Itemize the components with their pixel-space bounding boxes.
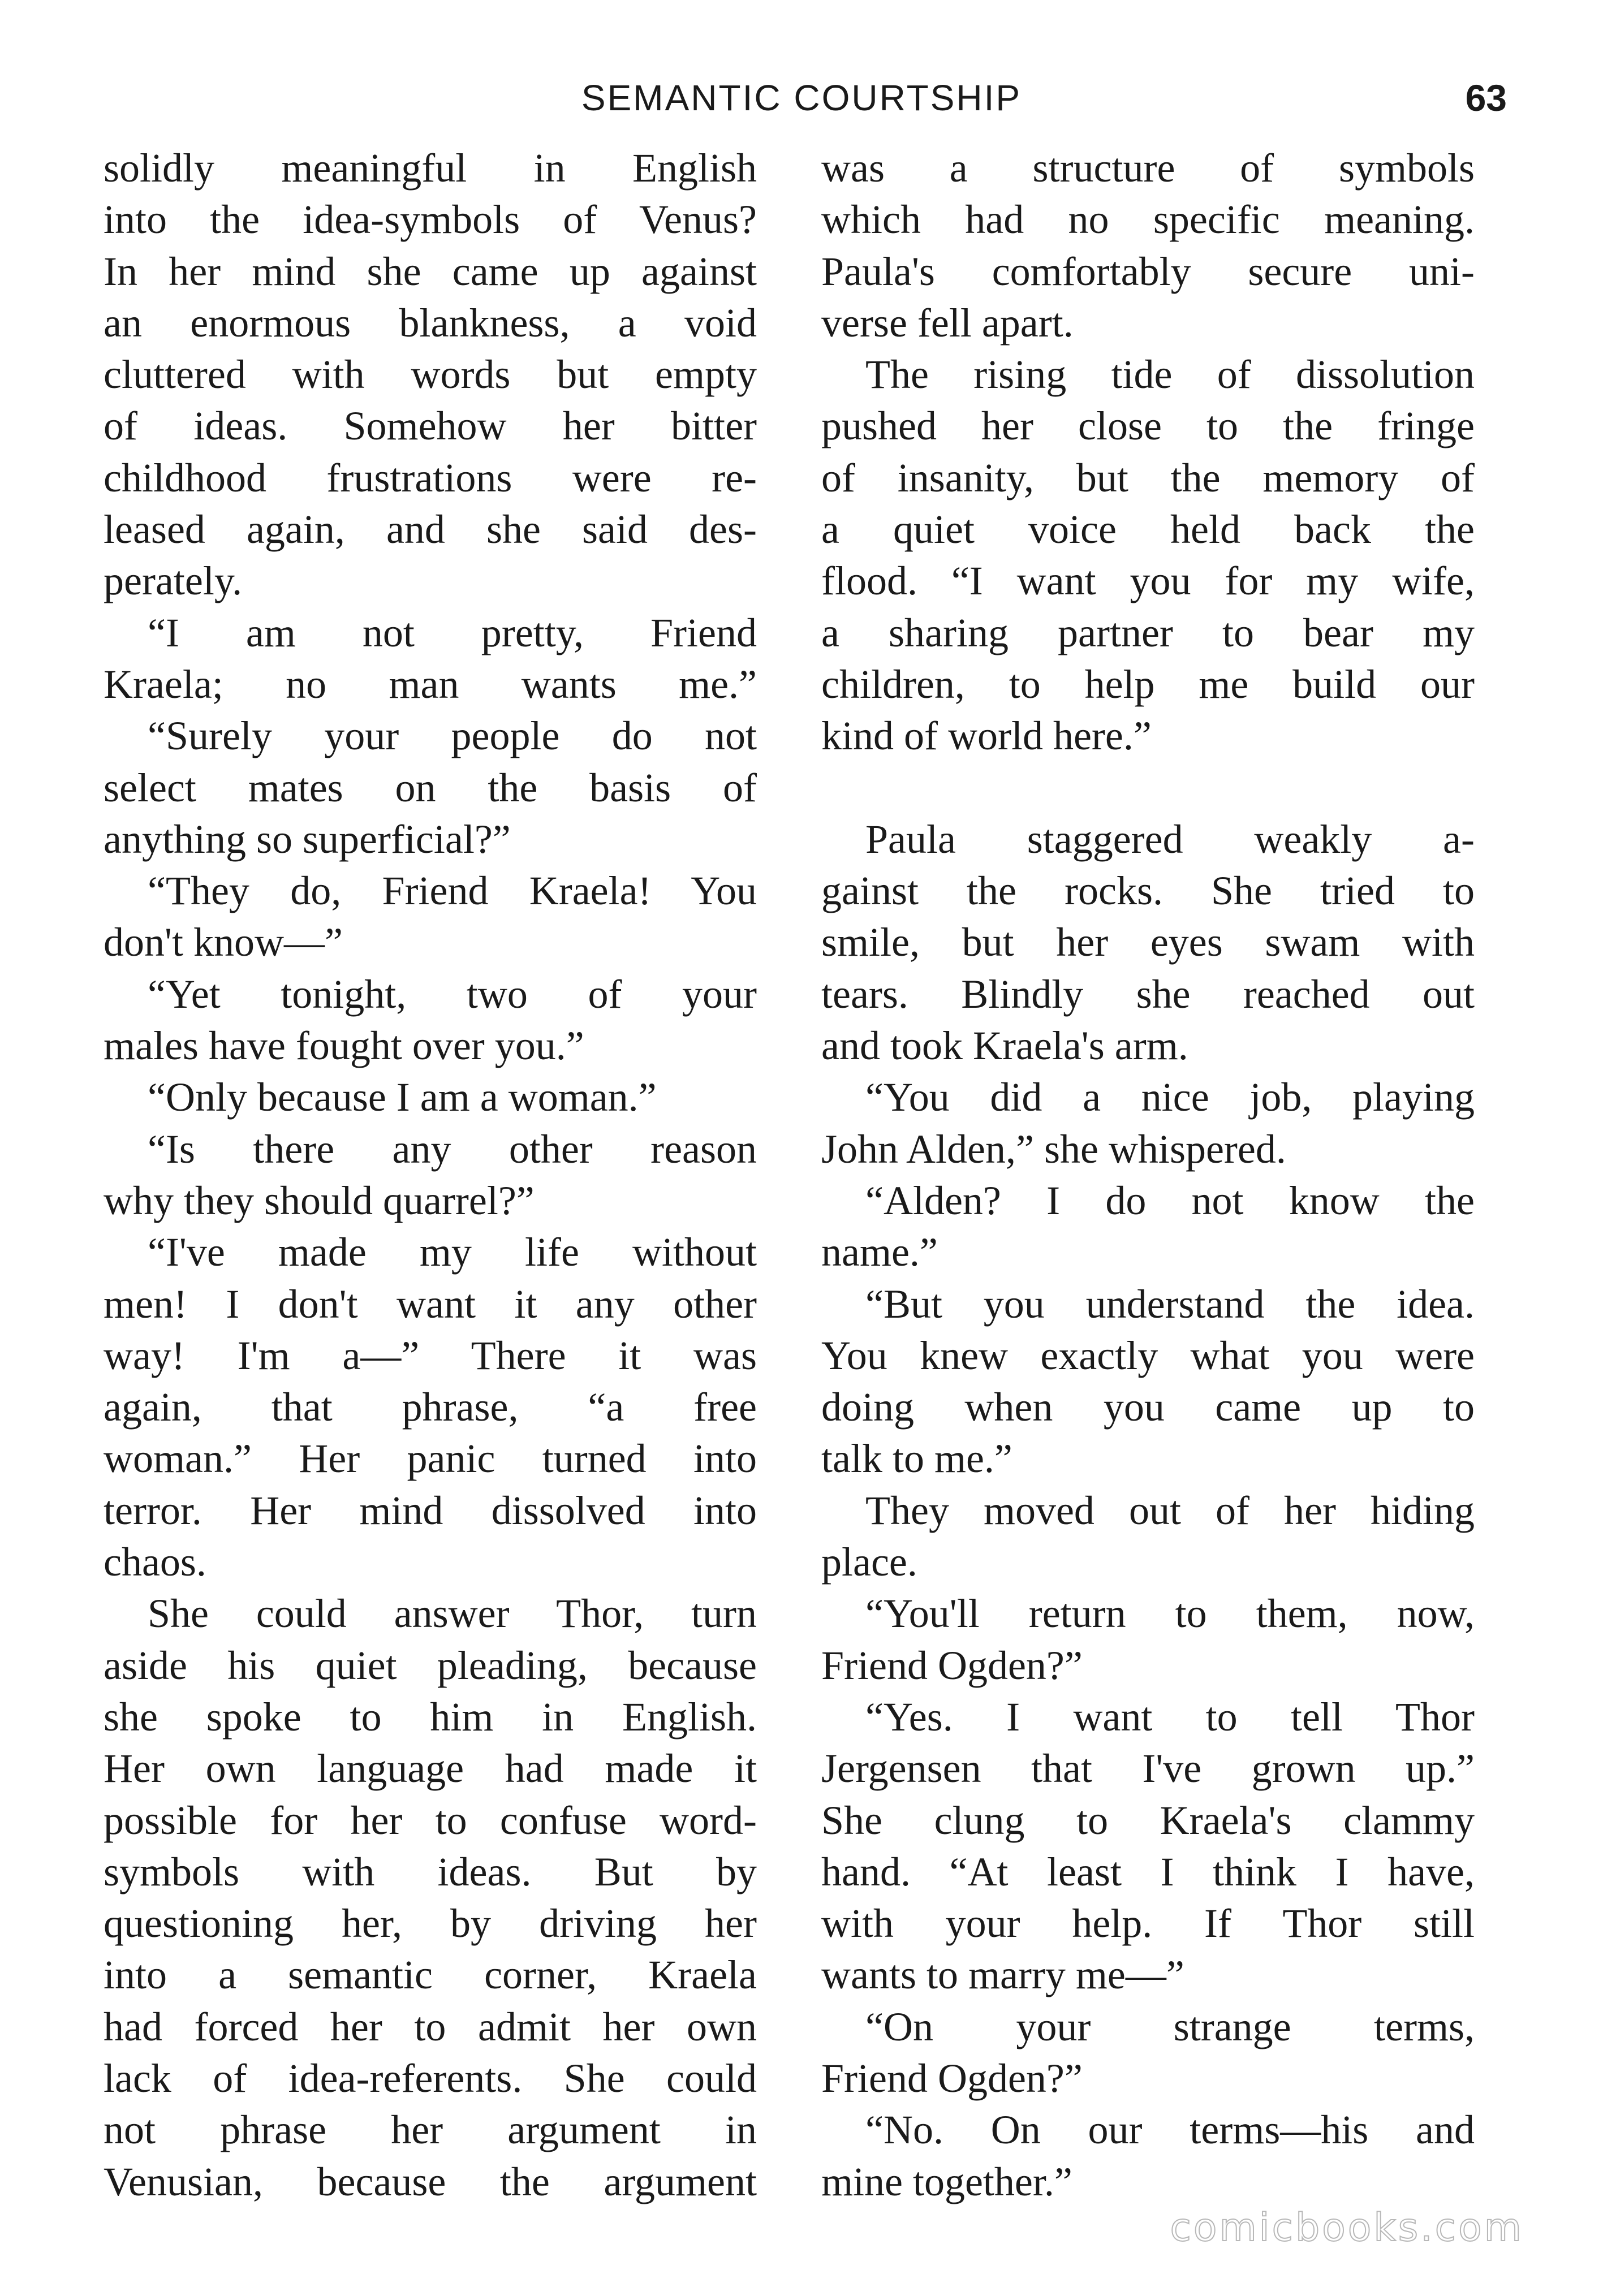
text-line: into the idea-symbols of Venus? [104,197,757,243]
text-line: doing when you came up to [821,1384,1475,1430]
text-line: She could answer Thor, turn [148,1591,757,1637]
text-line: mine together.” [821,2159,1072,2204]
text-line: “But you understand the idea. [865,1281,1475,1327]
page-number: 63 [1465,77,1507,119]
text-line: she spoke to him in English. [104,1694,757,1740]
text-line: cluttered with words but empty [104,352,757,398]
text-line: talk to me.” [821,1436,1012,1482]
text-line: Paula staggered weakly a- [865,816,1475,862]
page-header [0,72,1603,123]
text-line: lack of idea-referents. She could [104,2055,757,2101]
left-text-column [104,143,757,2208]
text-line: Jergensen that I've grown up.” [821,1746,1475,1792]
text-line: males have fought over you.” [104,1023,584,1069]
text-line: questioning her, by driving her [104,1901,757,1947]
text-line: They moved out of her hiding [865,1487,1475,1533]
text-line: not phrase her argument in [104,2107,757,2153]
text-line: You knew exactly what you were [821,1332,1475,1378]
text-line: “You did a nice job, playing [865,1074,1475,1120]
text-line: Friend Ogden?” [821,2055,1083,2101]
text-line: was a structure of symbols [821,145,1475,191]
text-line: smile, but her eyes swam with [821,920,1475,965]
text-line: “Yes. I want to tell Thor [865,1694,1475,1740]
text-line: kind of world here.” [821,713,1152,759]
right-text-column [821,143,1475,2208]
text-line: and took Kraela's arm. [821,1023,1188,1069]
text-line: “They do, Friend Kraela! You [148,868,757,914]
text-line: “No. On our terms—his and [865,2107,1475,2153]
text-line: tears. Blindly she reached out [821,971,1475,1017]
text-line: with your help. If Thor still [821,1901,1475,1947]
text-line: childhood frustrations were re- [104,455,757,500]
text-line: aside his quiet pleading, because [104,1642,757,1688]
watermark: comicbooks.com [1170,2206,1524,2250]
text-line: woman.” Her panic turned into [104,1436,757,1482]
text-line: Venusian, because the argument [104,2159,757,2204]
text-line: “On your strange terms, [865,2004,1475,2049]
text-line: why they should quarrel?” [104,1177,535,1223]
text-line: men! I don't want it any other [104,1281,757,1327]
text-line: “Yet tonight, two of your [148,971,757,1017]
text-line: “I've made my life without [148,1229,757,1275]
text-line: into a semantic corner, Kraela [104,1952,757,1998]
section-break [821,762,1475,814]
text-line: way! I'm a—” There it was [104,1332,757,1378]
text-line: “Is there any other reason [148,1126,757,1172]
text-line: children, to help me build our [821,661,1475,707]
text-line: hand. “At least I think I have, [821,1849,1475,1894]
text-line: John Alden,” she whispered. [821,1126,1286,1172]
text-line: had forced her to admit her own [104,2004,757,2049]
text-line: anything so superficial?” [104,816,511,862]
text-line: flood. “I want you for my wife, [821,558,1475,604]
text-line: Her own language had made it [104,1746,757,1792]
text-line: perately. [104,558,243,604]
text-line: “Alden? I do not know the [865,1177,1475,1223]
text-line: possible for her to confuse word- [104,1797,757,1843]
text-line: chaos. [104,1539,206,1585]
text-line: In her mind she came up against [104,248,757,294]
text-line: a quiet voice held back the [821,507,1475,553]
text-line: “I am not pretty, Friend [148,610,757,655]
text-line: gainst the rocks. She tried to [821,868,1475,914]
text-line: select mates on the basis of [104,765,757,810]
text-line: a sharing partner to bear my [821,610,1475,655]
text-line: solidly meaningful in English [104,145,757,191]
text-line: Kraela; no man wants me.” [104,661,757,707]
text-line: symbols with ideas. But by [104,1849,757,1894]
text-line: name.” [821,1229,938,1275]
text-line: again, that phrase, “a free [104,1384,757,1430]
text-line: pushed her close to the fringe [821,403,1475,449]
text-line: which had no specific meaning. [821,197,1475,243]
text-line: The rising tide of dissolution [865,352,1475,398]
text-line: leased again, and she said des- [104,507,757,553]
text-line: “Only because I am a woman.” [148,1074,657,1120]
text-line: She clung to Kraela's clammy [821,1797,1475,1843]
text-line: place. [821,1539,917,1585]
running-title: SEMANTIC COURTSHIP [581,77,1022,118]
text-line: Paula's comfortably secure uni- [821,248,1475,294]
text-line: of insanity, but the memory of [821,455,1475,500]
text-line: terror. Her mind dissolved into [104,1487,757,1533]
text-line: of ideas. Somehow her bitter [104,403,757,449]
text-line: an enormous blankness, a void [104,300,757,346]
text-line: wants to marry me—” [821,1952,1184,1998]
text-line: “You'll return to them, now, [865,1591,1475,1637]
text-line: don't know—” [104,920,343,965]
text-line: verse fell apart. [821,300,1074,346]
text-line: “Surely your people do not [148,713,757,759]
text-line: Friend Ogden?” [821,1642,1083,1688]
